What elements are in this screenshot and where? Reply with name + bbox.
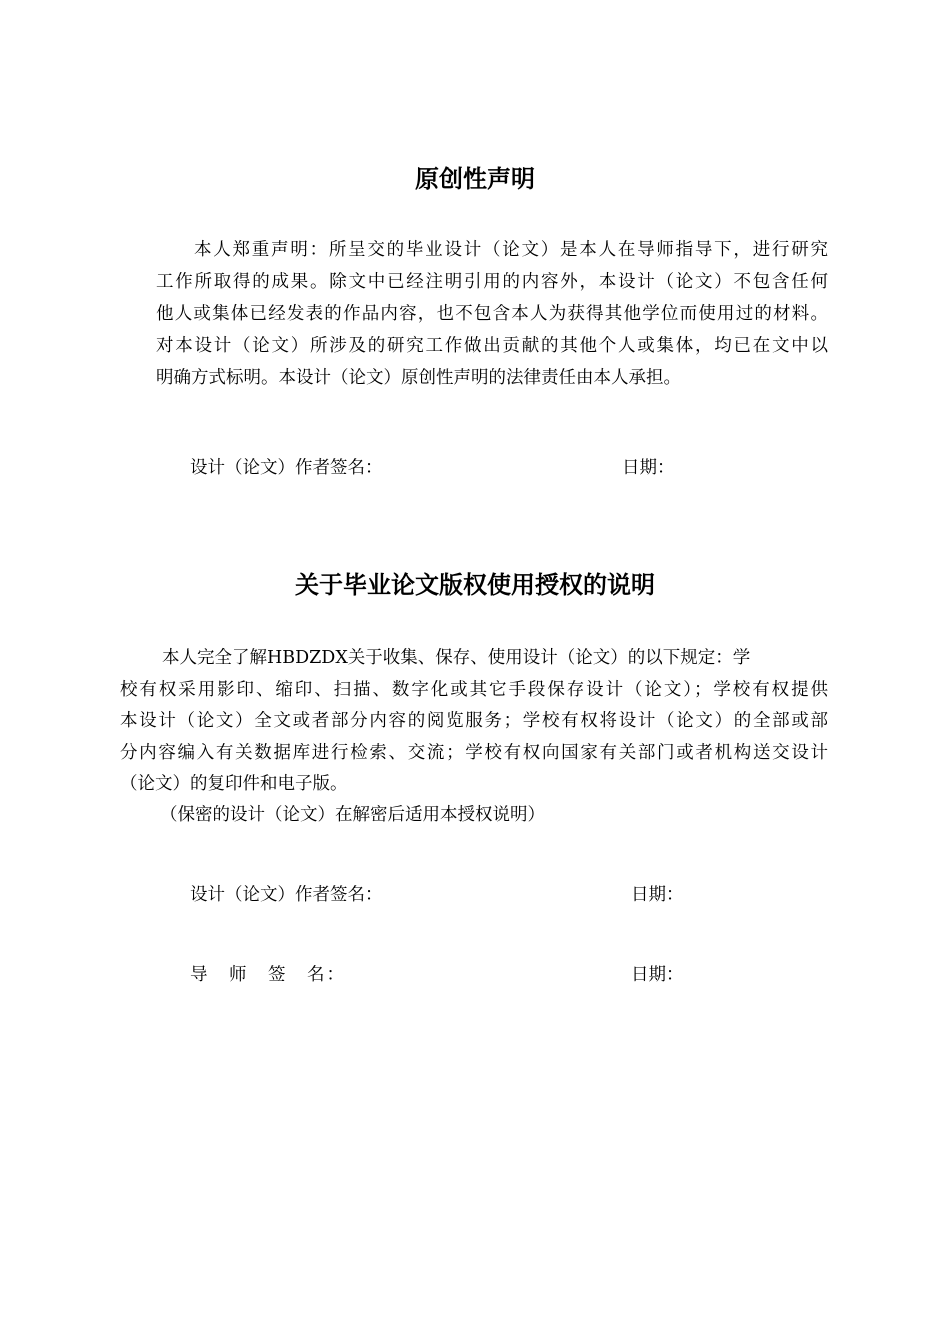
authorization-title: 关于毕业论文版权使用授权的说明 xyxy=(295,571,655,599)
authorization-author-date-label: 日期： xyxy=(631,885,684,905)
authorization-line: 本人完全了解HBDZDX关于收集、保存、使用设计（论文）的以下规定：学 xyxy=(162,648,751,668)
confidential-note: （保密的设计（论文）在解密后适用本授权说明） xyxy=(160,805,545,825)
declaration-line: 对本设计（论文）所涉及的研究工作做出贡献的其他个人或集体，均已在文中以 xyxy=(156,336,828,356)
authorization-line: （论文）的复印件和电子版。 xyxy=(120,774,348,795)
authorization-line: 分内容编入有关数据库进行检索、交流；学校有权向国家有关部门或者机构送交设计 xyxy=(120,742,828,763)
declaration-author-signature-label: 设计（论文）作者签名： xyxy=(190,458,383,478)
authorization-author-signature-label: 设计（论文）作者签名： xyxy=(190,885,383,905)
declaration-line: 工作所取得的成果。除文中已经注明引用的内容外，本设计（论文）不包含任何 xyxy=(156,272,828,292)
declaration-line: 本人郑重声明：所呈交的毕业设计（论文）是本人在导师指导下，进行研究 xyxy=(194,240,828,260)
declaration-line: 明确方式标明。本设计（论文）原创性声明的法律责任由本人承担。 xyxy=(156,368,681,388)
declaration-body xyxy=(156,239,828,399)
declaration-date-label: 日期： xyxy=(622,458,675,478)
declaration-title: 原创性声明 xyxy=(415,165,535,193)
declaration-line: 他人或集体已经发表的作品内容，也不包含本人为获得其他学位而使用过的材料。 xyxy=(156,304,828,324)
authorization-line: 校有权采用影印、缩印、扫描、数字化或其它手段保存设计（论文）；学校有权提供 xyxy=(120,679,828,700)
advisor-date-label: 日期： xyxy=(631,965,684,985)
authorization-body xyxy=(120,647,828,805)
advisor-signature-label: 导 师 签 名： xyxy=(190,965,346,985)
authorization-line: 本设计（论文）全文或者部分内容的阅览服务；学校有权将设计（论文）的全部或部 xyxy=(120,711,828,732)
